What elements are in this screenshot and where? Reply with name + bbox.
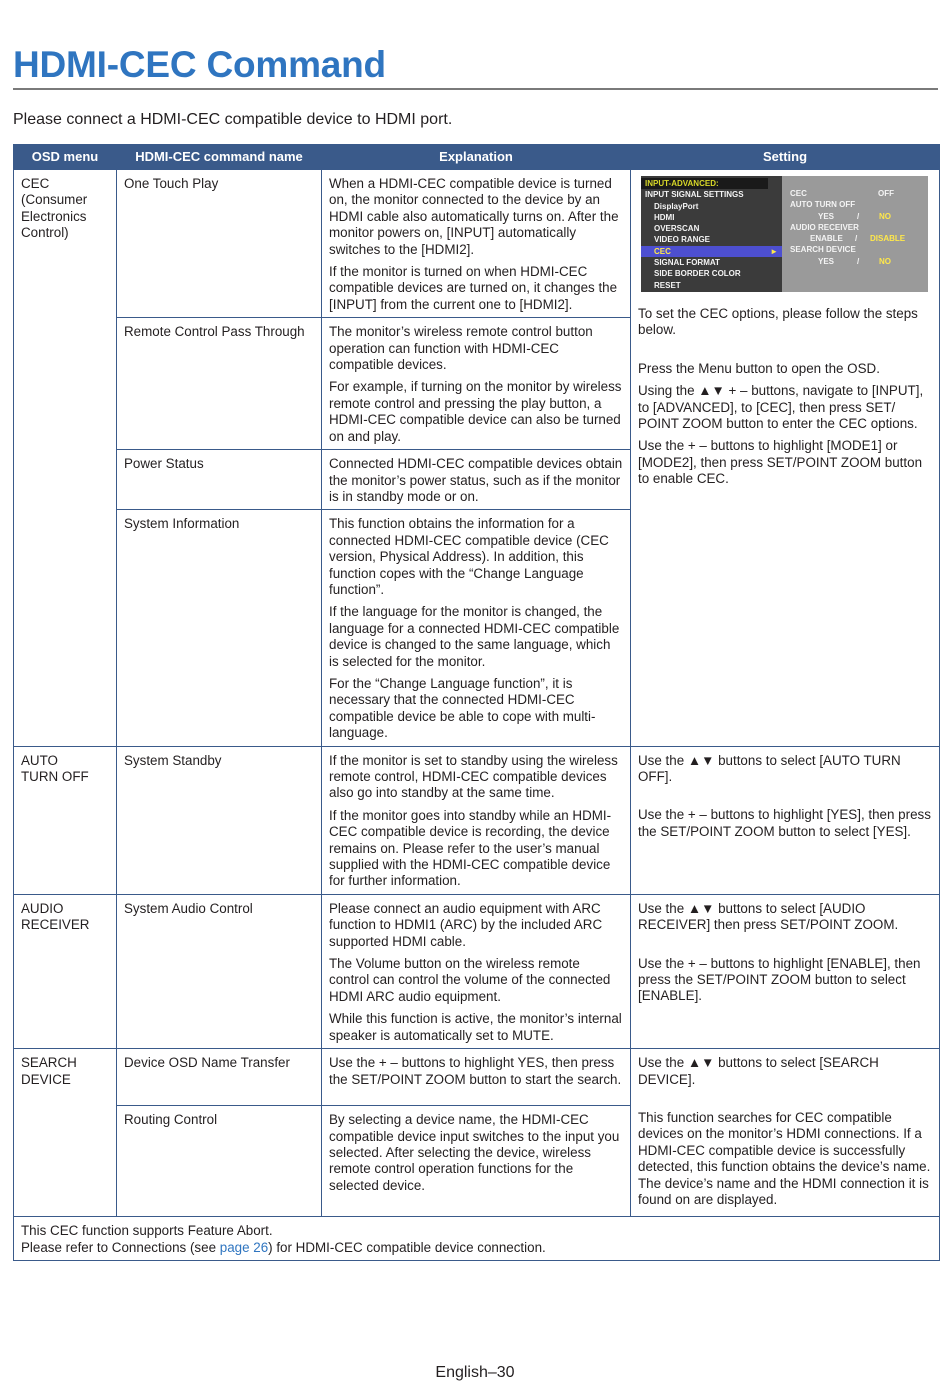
footer-line [21, 1240, 932, 1256]
explanation-cell [322, 894, 631, 1048]
menu-line: TURN OFF [21, 769, 89, 784]
menu-line: CEC [21, 176, 50, 191]
menu-line: AUDIO [21, 900, 64, 916]
osd-menu-item: SIGNAL FORMAT [654, 258, 720, 268]
osd-value-separator: / [857, 256, 860, 266]
osd-menu-item: HDMI [654, 212, 675, 222]
osd-selected-label: CEC [654, 246, 671, 256]
setting-paragraph: This function searches for CEC compatible devices on the monitor’s HDMI connections. If a HDMI-CEC compatible device is successfully detected, this function obtains the device’s name. The device’s name and the HDMI connection it is found on are displayed. [638, 1109, 931, 1207]
osd-value-yes: YES [818, 256, 835, 266]
command-name-cell: Power Status [117, 450, 322, 510]
intro-text: Please connect a HDMI-CEC compatible device to HDMI port. [13, 111, 453, 128]
command-name-cell: Routing Control [117, 1106, 322, 1217]
osd-menu-item: OVERSCAN [654, 224, 700, 234]
explanation-paragraph: Connected HDMI-CEC compatible devices obtain the monitor’s power status, such as if the monitor is in standby mode or on. [329, 456, 623, 504]
table-row [14, 1049, 940, 1106]
setting-cell-cec [631, 170, 940, 747]
setting-paragraph: Press the Menu button to open the OSD. [638, 360, 880, 376]
menu-cell-search-device [14, 1049, 117, 1217]
explanation-cell [322, 510, 631, 746]
osd-menu-item: DisplayPort [654, 201, 699, 211]
osd-option-values [790, 233, 928, 244]
explanation-cell [322, 450, 631, 510]
osd-menu-item: RESET [654, 280, 681, 290]
command-name-cell: System Standby [117, 746, 322, 894]
explanation-paragraph: This function obtains the information for a connected HDMI-CEC compatible device (CEC version, Physical Address). In addition, this function copes with the “Change Language function”. [329, 516, 609, 597]
menu-line: Control) [21, 225, 69, 241]
menu-cell-auto-turn-off [14, 746, 117, 894]
page-26-link[interactable]: page 26 [219, 1239, 269, 1255]
osd-value-separator: / [855, 234, 858, 244]
explanation-paragraph: If the monitor is set to standby using the wireless remote control, HDMI-CEC compatible devices also go into standby at the same time. [329, 752, 618, 801]
page-number: English–30 [435, 1364, 515, 1381]
setting-paragraph: Use the + – buttons to highlight [YES], then press the SET/POINT ZOOM button to select [YES]. [638, 807, 931, 839]
setting-paragraph: Use the ▲▼ buttons to select [AUTO TURN OFF]. [638, 752, 901, 784]
setting-paragraph: Use the + – buttons to highlight [MODE1] or [MODE2], then press SET/POINT ZOOM button to enable CEC. [638, 438, 923, 487]
hdmi-cec-table [13, 144, 940, 1261]
explanation-cell [322, 170, 631, 318]
setting-cell-auto-turn-off [631, 746, 940, 894]
explanation-paragraph: If the monitor goes into standby while an HDMI-CEC compatible device is recording, the device remains on. Please refer to the user’s manual supplied with the HDMI-CEC compatible device for further information. [329, 807, 612, 889]
menu-line: DEVICE [21, 1071, 71, 1087]
osd-value-no: NO [879, 211, 891, 221]
explanation-paragraph: If the language for the monitor is changed, the language for a connected HDMI-CEC compatible device is changed to the same language, which is selected for the monitor. [329, 604, 620, 669]
explanation-cell [322, 1049, 631, 1106]
osd-option-values [790, 256, 928, 267]
setting-cell-audio-receiver [631, 894, 940, 1048]
osd-value-yes: YES [818, 211, 835, 221]
header-osd-menu: OSD menu [14, 145, 117, 170]
command-name-cell: One Touch Play [117, 170, 322, 318]
footer-text: Please refer to Connections (see [21, 1239, 220, 1255]
explanation-paragraph: Use the + – buttons to highlight YES, then press the SET/POINT ZOOM button to start the search. [329, 1055, 622, 1087]
explanation-paragraph: For example, if turning on the monitor by wireless remote control and pressing the play button, a HDMI-CEC compatible device can also be turned on and play. [329, 379, 622, 444]
osd-arrow-icon: ► [770, 246, 778, 256]
osd-menu-item-selected [641, 246, 782, 257]
command-name-cell: Remote Control Pass Through [117, 318, 322, 450]
setting-paragraph: Using the ▲▼ + – buttons, navigate to [INPUT], to [ADVANCED], to [CEC], then press SET/ POINT ZOOM button to enter the CEC options. [638, 383, 924, 432]
osd-value-no: NO [879, 256, 891, 266]
setting-paragraph: Use the ▲▼ buttons to select [AUDIO RECEIVER] then press SET/POINT ZOOM. [638, 900, 899, 933]
menu-line: Electronics [21, 208, 87, 224]
table-header-row [14, 145, 940, 170]
setting-paragraph: To set the CEC options, please follow the steps below. [638, 306, 918, 338]
osd-value-disable: DISABLE [870, 234, 906, 244]
osd-header: INPUT-ADVANCED: [641, 178, 768, 189]
explanation-paragraph: While this function is active, the monitor’s internal speaker is automatically set to MUTE. [329, 1011, 622, 1043]
explanation-paragraph: The monitor’s wireless remote control button operation can function with HDMI-CEC compatible devices. [329, 324, 593, 373]
osd-value-separator: / [857, 211, 860, 221]
menu-line: AUTO [21, 752, 58, 768]
osd-left-panel [641, 176, 782, 292]
explanation-paragraph: For the “Change Language function”, it is necessary that the connected HDMI-CEC compatible device be able to cope with multi-language. [329, 675, 596, 741]
command-name-cell: System Information [117, 510, 322, 746]
explanation-paragraph: Please connect an audio equipment with ARC function to HDMI1 (ARC) by the included ARC supported HDMI cable. [329, 900, 603, 949]
header-explanation: Explanation [322, 145, 631, 170]
osd-option-values [790, 211, 928, 222]
explanation-cell [322, 1106, 631, 1217]
menu-line: SEARCH [21, 1055, 77, 1071]
command-name-cell: System Audio Control [117, 894, 322, 1048]
table-row [14, 746, 940, 894]
osd-option-cec [790, 188, 928, 199]
header-command-name: HDMI-CEC command name [117, 145, 322, 170]
osd-subheader: INPUT SIGNAL SETTINGS [645, 190, 744, 200]
osd-option-label: AUDIO RECEIVER [790, 222, 859, 232]
menu-line: RECEIVER [21, 917, 90, 933]
explanation-paragraph: By selecting a device name, the HDMI-CEC compatible device input switches to the input you selected. After selecting the device, wireless remote control operation functions for the selected device. [329, 1112, 620, 1193]
command-name-cell: Device OSD Name Transfer [117, 1049, 322, 1106]
title-divider [13, 88, 938, 90]
table-row [14, 894, 940, 1048]
menu-line: (Consumer [21, 192, 88, 208]
explanation-paragraph: The Volume button on the wireless remote control can control the volume of the connected HDMI ARC audio equipment. [329, 956, 611, 1004]
osd-value-enable: ENABLE [810, 234, 843, 244]
table-row [14, 170, 940, 318]
osd-option-value: OFF [878, 189, 894, 198]
osd-menu-item: VIDEO RANGE [654, 235, 711, 245]
footer-line: This CEC function supports Feature Abort. [21, 1223, 273, 1239]
osd-option-label: SEARCH DEVICE [790, 245, 856, 255]
osd-right-panel [782, 176, 928, 292]
explanation-cell [322, 746, 631, 894]
setting-paragraph: Use the + – buttons to highlight [ENABLE], then press the SET/POINT ZOOM button to select [ENABLE]. [638, 955, 921, 1004]
explanation-cell [322, 318, 631, 450]
explanation-paragraph: If the monitor is turned on when HDMI-CEC compatible devices are turned on, it changes the [INPUT] from the current one to [HDMI2]. [329, 264, 618, 312]
osd-option-label: CEC [790, 189, 807, 198]
osd-menu-item: SIDE BORDER COLOR [654, 269, 741, 279]
table-footer-row [14, 1217, 940, 1261]
osd-screen-image [641, 176, 928, 292]
page-title: HDMI-CEC Command [13, 44, 386, 85]
menu-cell-cec [14, 170, 117, 747]
explanation-paragraph: When a HDMI-CEC compatible device is turned on, the monitor connected to the device by an HDMI cable also automatically turns on. After the monitor powers on, [INPUT] automatically switches to the [HDMI2]. [329, 176, 619, 257]
setting-paragraph: Use the ▲▼ buttons to select [SEARCH DEVICE]. [638, 1055, 879, 1087]
osd-option-label: AUTO TURN OFF [790, 200, 856, 210]
menu-cell-audio-receiver [14, 894, 117, 1048]
header-setting: Setting [631, 145, 940, 170]
footer-text: ) for HDMI-CEC compatible device connection. [268, 1239, 546, 1255]
footer-note [14, 1217, 940, 1261]
setting-cell-search-device [631, 1049, 940, 1217]
